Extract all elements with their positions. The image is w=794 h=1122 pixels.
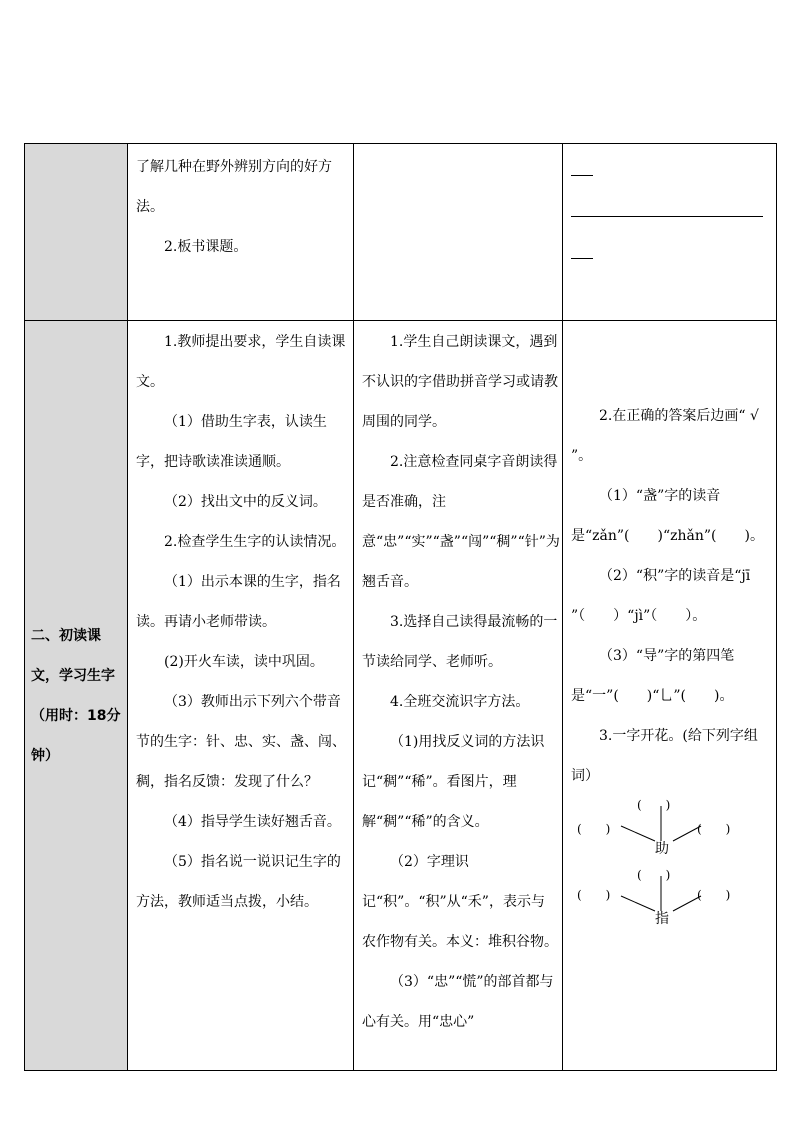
student-activity-cell (354, 144, 563, 321)
exercise-question: （3）“导”字的第四笔是“一”( )“乚”( )。 (571, 648, 735, 704)
student-text: 4.全班交流识字方法。 (390, 694, 530, 710)
center-char: 指 (655, 911, 669, 927)
teacher-text: （1）出示本课的生字，指名读。再请小老师带读。 (136, 574, 341, 630)
teacher-text: （1）借助生字表，认读生字，把诗歌读准读通顺。 (136, 414, 327, 470)
exercise-cell (563, 321, 777, 1071)
student-text: （1)用找反义词的方法识记“稠”“稀”。看图片，理解“稠”“稀”的含义。 (362, 734, 545, 830)
teacher-text: 2.板书课题。 (164, 239, 248, 255)
table-row (25, 321, 777, 1071)
stage-cell (25, 144, 128, 321)
stage-title: 二、初读课文，学习生字（用时：18分钟） (31, 627, 121, 764)
student-text: （2）字理识记“积”。“积”从“禾”，表示与农作物有关。本义：堆积谷物。 (362, 854, 558, 950)
exercise-question: 2.在正确的答案后边画“ √ ”。 (571, 408, 759, 464)
student-activity-cell (354, 321, 563, 1071)
teacher-activity-cell (128, 321, 354, 1071)
teacher-text: 2.检查学生生字的认读情况。 (164, 534, 346, 550)
teacher-text: （2）找出文中的反义词。 (164, 494, 327, 510)
answer-blank (571, 215, 763, 217)
blank-parens: ( ) (697, 822, 731, 836)
blank-parens: ( ) (577, 888, 611, 902)
teacher-text: （4）指导学生读好翘舌音。 (164, 814, 341, 830)
answer-blank (571, 257, 593, 259)
student-text: 1.学生自己朗读课文，遇到不认识的字借助拼音学习或请教周围的同学。 (362, 334, 558, 430)
word-flower-diagram-1 (571, 796, 772, 866)
exercise-cell (563, 144, 777, 321)
teacher-text: （3）教师出示下列六个带音节的生字：针、忠、实、盏、闯、稠，指名反馈：发现了什么？ (136, 694, 346, 790)
teacher-text: 了解几种在野外辨别方向的好方法。 (136, 159, 332, 215)
student-text: （3）“忠”“慌”的部首都与心有关。用“忠心” (362, 974, 554, 1030)
teacher-text: 1.教师提出要求，学生自读课文。 (136, 334, 346, 390)
table-row (25, 144, 777, 321)
student-text: 3.选择自己读得最流畅的一节读给同学、老师听。 (362, 614, 558, 670)
stage-cell (25, 321, 128, 1071)
word-flower-diagram-2 (571, 866, 772, 936)
blank-parens: ( ) (637, 798, 671, 812)
blank-parens: ( ) (637, 868, 671, 882)
student-text: 2.注意检查同桌字音朗读得是否准确，注意“忠”“实”“盏”“闯”“稠”“针”为翘舌音。 (362, 454, 560, 590)
center-char: 助 (655, 841, 669, 857)
teacher-text: （5）指名说一说识记生字的方法，教师适当点拨，小结。 (136, 854, 341, 910)
lesson-plan-table (24, 143, 777, 1071)
blank-parens: ( ) (697, 888, 731, 902)
exercise-question: （1）“盏”字的读音是“zǎn”( )“zhǎn”( )。 (571, 488, 764, 544)
exercise-question: （2）“积”字的读音是“jī ”（ ）“jì”（ ）。 (571, 568, 751, 624)
blank-parens: ( ) (577, 822, 611, 836)
exercise-question: 3.一字开花。(给下列字组词） (571, 728, 758, 784)
teacher-activity-cell (128, 144, 354, 321)
teacher-text: (2)开火车读，读中巩固。 (164, 654, 324, 670)
